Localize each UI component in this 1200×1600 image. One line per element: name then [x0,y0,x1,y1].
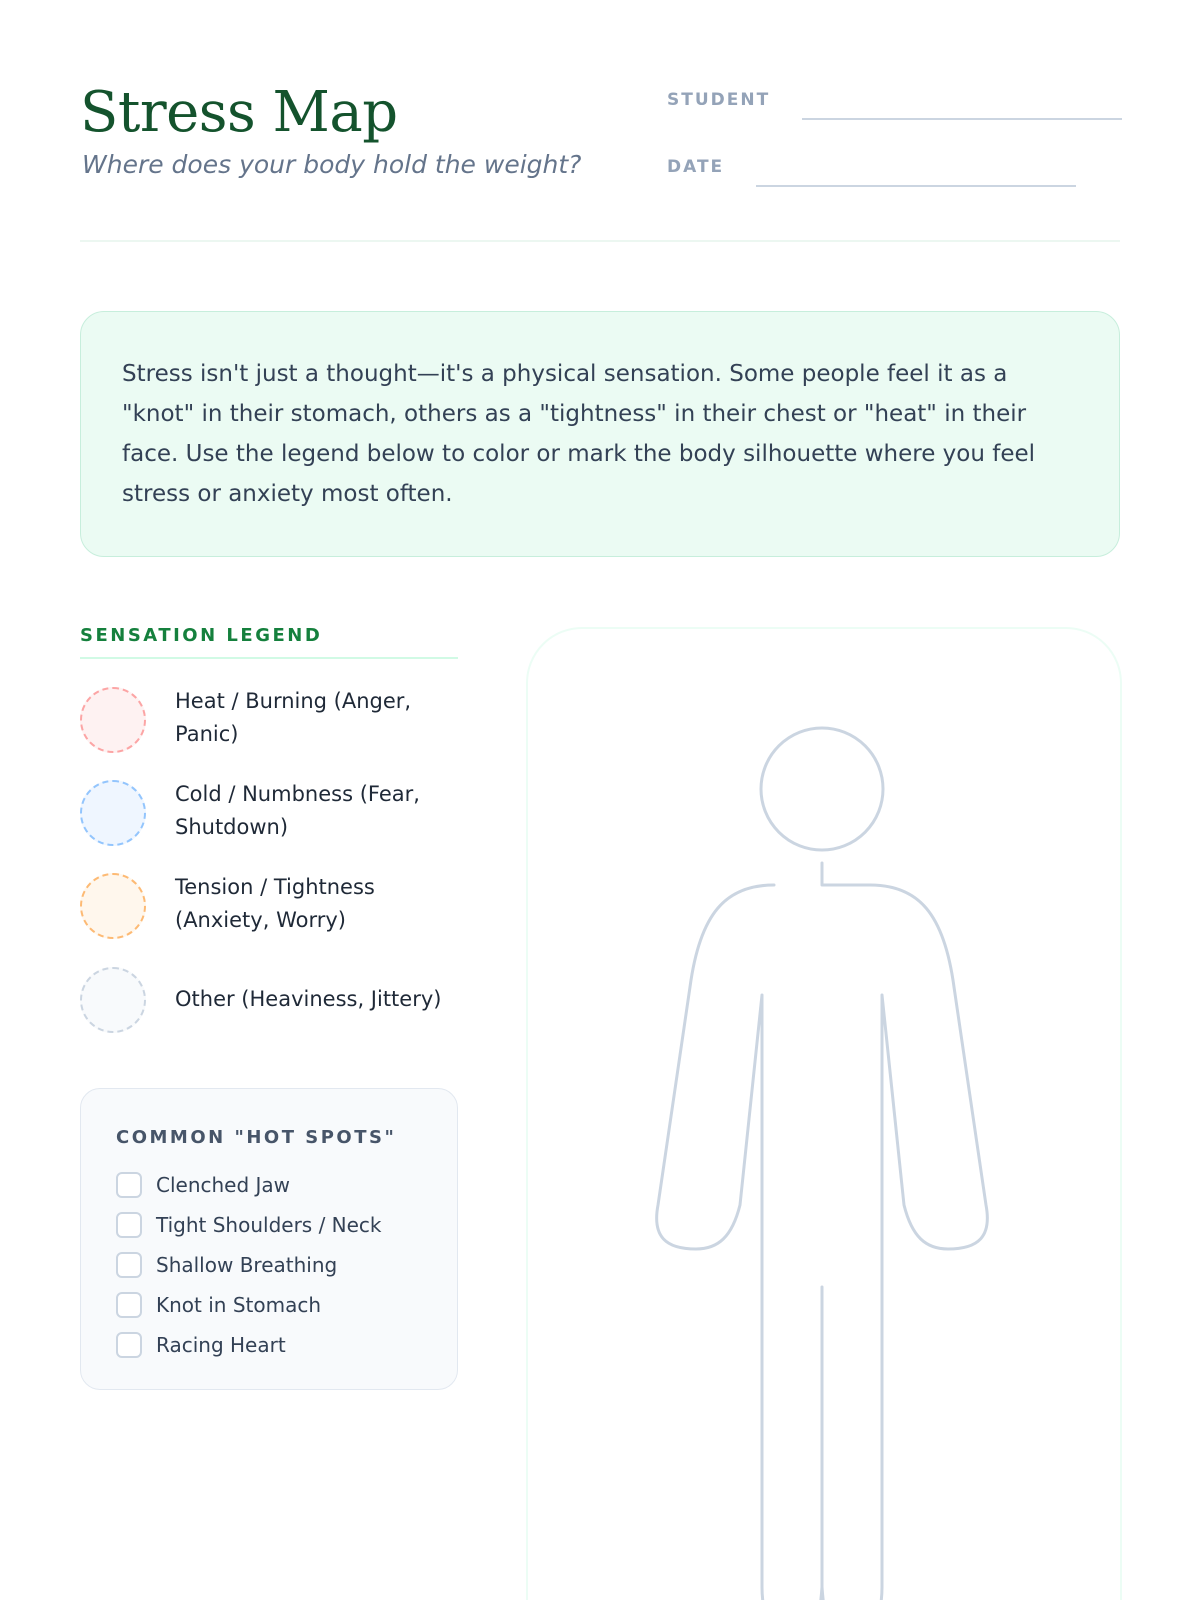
hot-spot-label: Racing Heart [156,1333,286,1357]
cold-swatch-icon[interactable] [80,780,146,846]
hot-spots-panel [80,1088,458,1390]
page-subtitle: Where does your body hold the weight? [82,150,582,179]
checkbox[interactable] [116,1172,142,1198]
legend-label-other: Other (Heaviness, Jittery) [175,987,442,1011]
student-label: STUDENT [667,90,771,110]
legend-heading: SENSATION LEGEND [80,625,323,646]
intro-text: Stress isn't just a thought—it's a physical sensation. Some people feel it as a "knot" in their stomach, others as a "tightness" in their chest or "heat" in their face. Use the legend below to color or mark the body silhouette where you feel stress or anxiety most often. [122,361,1036,507]
checkbox[interactable] [116,1332,142,1358]
header-divider [80,240,1120,242]
legend-divider [80,657,458,659]
hot-spot-label: Tight Shoulders / Neck [156,1213,382,1237]
heat-swatch-icon[interactable] [80,687,146,753]
hot-spot-label: Shallow Breathing [156,1253,338,1277]
hot-spot-label: Knot in Stomach [156,1293,321,1317]
date-label: DATE [667,157,725,177]
legend-label-tension: Tension / Tightness (Anxiety, Worry) [175,875,375,932]
checkbox[interactable] [116,1252,142,1278]
hot-spots-title: COMMON "HOT SPOTS" [116,1127,397,1148]
legend-label-heat: Heat / Burning (Anger, Panic) [175,689,412,746]
body-outline [657,863,988,1600]
legend-label-cold: Cold / Numbness (Fear, Shutdown) [175,782,420,839]
student-name-field[interactable] [802,118,1122,120]
checkbox[interactable] [116,1292,142,1318]
body-silhouette-icon[interactable] [526,627,1122,1600]
date-field[interactable] [756,185,1076,187]
hot-spot-label: Clenched Jaw [156,1173,291,1197]
head-outline [761,728,883,850]
other-swatch-icon[interactable] [80,967,146,1033]
tension-swatch-icon[interactable] [80,873,146,939]
page-title: Stress Map [80,80,398,145]
intro-box [80,311,1120,557]
checkbox[interactable] [116,1212,142,1238]
